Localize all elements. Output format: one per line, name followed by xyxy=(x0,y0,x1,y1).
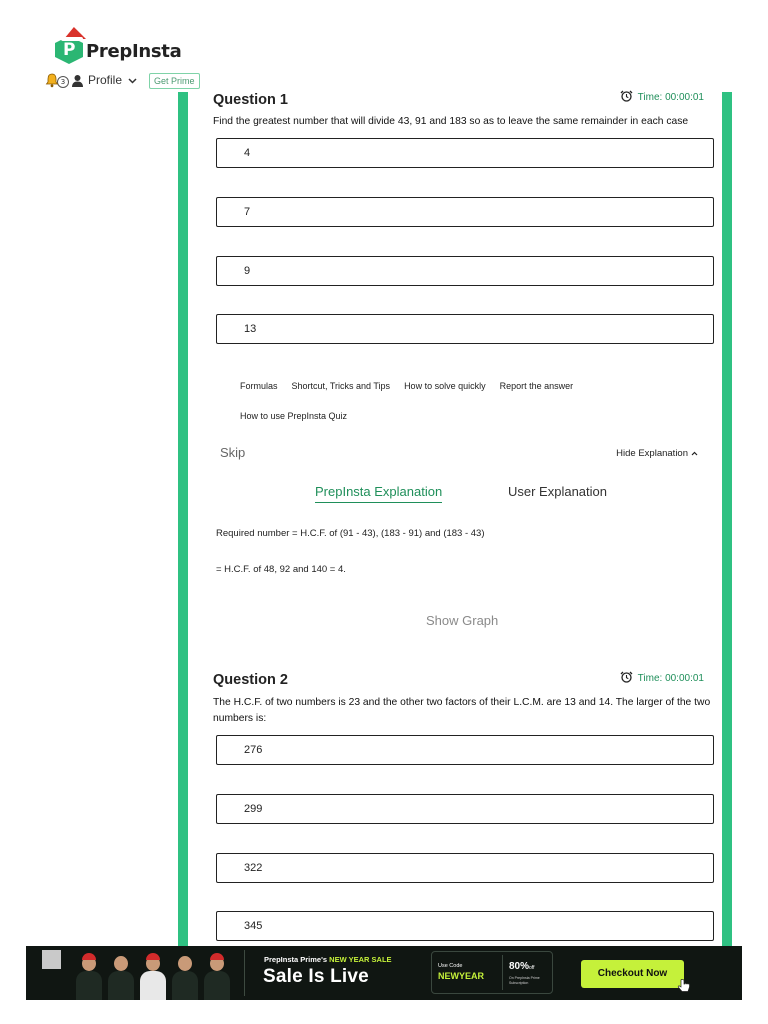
tab-prepinsta-explanation[interactable]: PrepInsta Explanation xyxy=(315,484,442,503)
prepinsta-logo[interactable] xyxy=(55,30,181,64)
explanation-line-1: Required number = H.C.F. of (91 - 43), (183 - 91) and (183 - 43) xyxy=(216,528,485,539)
question-1-option-c[interactable]: 9 xyxy=(216,256,714,286)
user-menu xyxy=(45,72,137,88)
chevron-up-icon xyxy=(691,448,698,459)
person-icon[interactable] xyxy=(71,74,84,87)
question-2-option-b[interactable]: 299 xyxy=(216,794,714,824)
timer-text: Time: 00:00:01 xyxy=(637,92,704,103)
alarm-clock-icon xyxy=(620,671,633,686)
question-1-timer xyxy=(620,90,704,105)
hide-explanation-label: Hide Explanation xyxy=(616,448,688,459)
explanation-line-2: = H.C.F. of 48, 92 and 140 = 4. xyxy=(216,564,346,575)
show-graph-button[interactable]: Show Graph xyxy=(426,613,499,628)
question-1-option-a[interactable]: 4 xyxy=(216,138,714,168)
sale-headline: PrepInsta Prime's NEW YEAR SALE xyxy=(264,955,392,964)
resource-links xyxy=(240,381,573,391)
question-2-option-a[interactable]: 276 xyxy=(216,735,714,765)
banner-close-button[interactable] xyxy=(42,950,61,969)
report-answer-link[interactable]: Report the answer xyxy=(499,381,574,391)
timer-text: Time: 00:00:01 xyxy=(637,673,704,684)
shortcuts-link[interactable]: Shortcut, Tricks and Tips xyxy=(291,381,391,391)
banner-people-image xyxy=(74,952,232,1000)
question-1-option-d[interactable]: 13 xyxy=(216,314,714,344)
sale-title: Sale Is Live xyxy=(263,966,369,987)
brand-name: PrepInsta xyxy=(86,40,182,62)
logo-mark-icon xyxy=(55,30,83,64)
question-2-timer xyxy=(620,671,704,686)
question-1-title: Question 1 xyxy=(213,92,288,108)
bell-icon[interactable] xyxy=(45,73,59,88)
promo-code-value: NEWYEAR xyxy=(438,971,485,981)
promo-code-label: Use Code xyxy=(438,963,463,969)
quiz-card xyxy=(178,92,732,992)
hide-explanation-toggle[interactable] xyxy=(616,448,698,459)
checkout-now-button[interactable]: Checkout Now xyxy=(581,960,684,988)
discount-value: 80%off xyxy=(509,961,535,972)
promo-banner[interactable] xyxy=(26,946,742,1000)
resource-links-row-2 xyxy=(240,411,347,421)
question-2-text: The H.C.F. of two numbers is 23 and the other two factors of their L.C.M. are 13 and 14. The larger of the two numbers is: xyxy=(213,697,711,724)
chevron-down-icon[interactable] xyxy=(128,74,137,87)
coin-icon: 3 xyxy=(57,76,69,88)
question-1-option-b[interactable]: 7 xyxy=(216,197,714,227)
profile-menu-label[interactable]: Profile xyxy=(88,73,123,87)
how-to-use-quiz-link[interactable]: How to use PrepInsta Quiz xyxy=(240,411,348,421)
alarm-clock-icon xyxy=(620,90,633,105)
get-prime-button[interactable]: Get Prime xyxy=(149,73,200,89)
discount-note: On PrepInsta Prime Subscription xyxy=(509,976,540,985)
question-1-text: Find the greatest number that will divide 43, 91 and 183 so as to leave the same remainder in each case xyxy=(213,116,689,127)
question-2-title: Question 2 xyxy=(213,672,288,688)
pointer-hand-icon xyxy=(677,978,691,997)
tab-user-explanation[interactable]: User Explanation xyxy=(508,484,607,499)
skip-button[interactable]: Skip xyxy=(220,445,246,460)
question-2-option-d[interactable]: 345 xyxy=(216,911,714,941)
formulas-link[interactable]: Formulas xyxy=(240,381,278,391)
question-2-option-c[interactable]: 322 xyxy=(216,853,714,883)
how-to-solve-link[interactable]: How to solve quickly xyxy=(404,381,486,391)
